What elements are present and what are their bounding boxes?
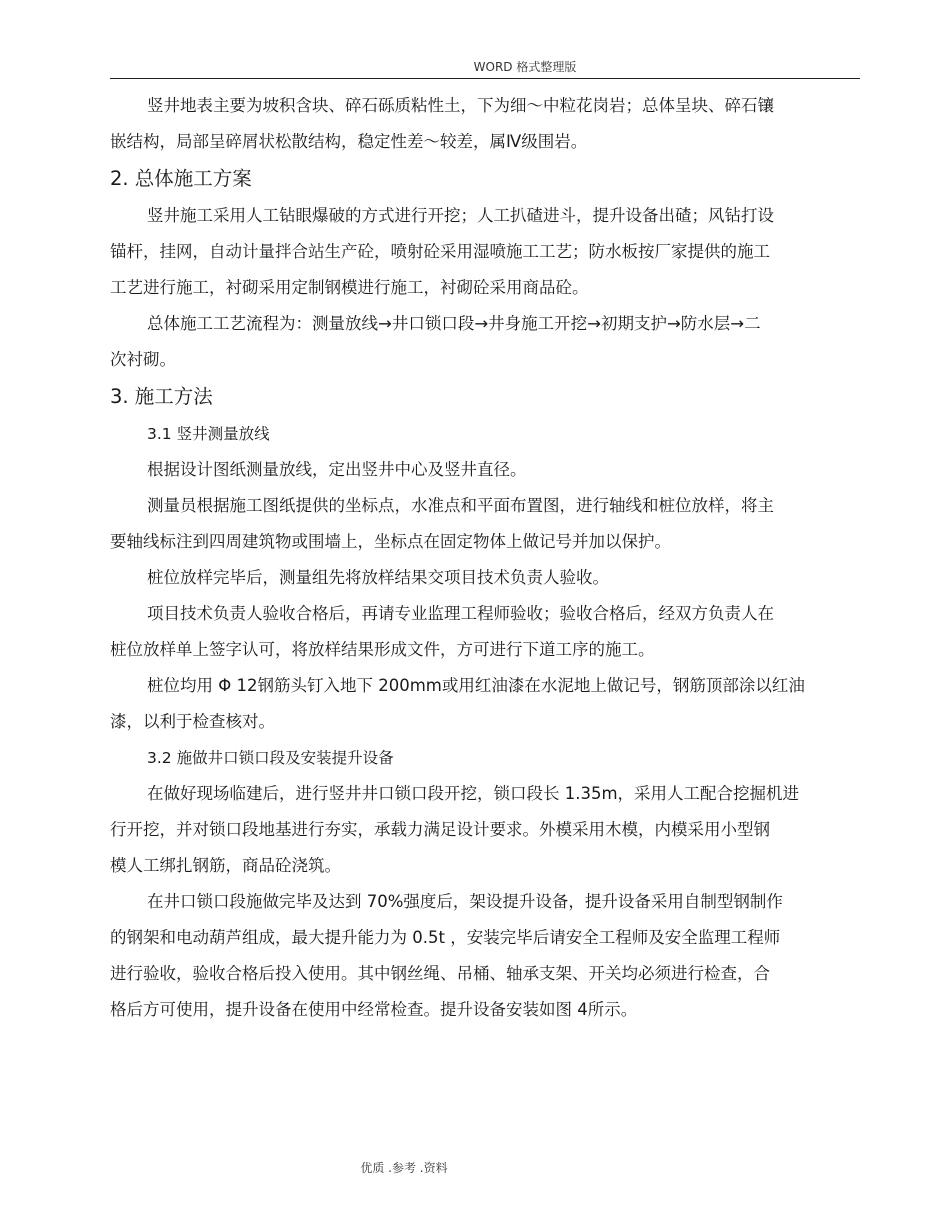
paragraph-line: 测量员根据施工图纸提供的坐标点，水准点和平面布置图，进行轴线和桩位放样，将主 — [147, 496, 774, 515]
paragraph-line: 要轴线标注到四周建筑物或围墙上，坐标点在固定物体上做记号并加以保护。 — [110, 532, 671, 551]
paragraph-line: 桩位放样单上签字认可，将放样结果形成文件，方可进行下道工序的施工。 — [110, 640, 655, 659]
paragraph-line: 项目技术负责人验收合格后，再请专业监理工程师验收；验收合格后，经双方负责人在 — [147, 604, 774, 623]
subsection-heading-3-1: 3.1 竖井测量放线 — [147, 425, 270, 443]
paragraph-line: 竖井施工采用人工钻眼爆破的方式进行开挖；人工扒碴进斗，提升设备出碴；风钻打设 — [147, 206, 774, 225]
paragraph-line: 在做好现场临建后，进行竖井井口锁口段开挖，锁口段长 1.35m，采用人工配合挖掘机进 — [147, 784, 800, 803]
paragraph-line: 桩位均用 Φ 12钢筋头钉入地下 200mm或用红油漆在水泥地上做记号，钢筋顶部涂以红油 — [147, 676, 805, 695]
header-text: WORD 格式整理版 — [473, 60, 577, 74]
subsection-heading-3-2: 3.2 施做井口锁口段及安装提升设备 — [147, 749, 394, 767]
page-footer: 优质 .参考 .资料 — [360, 1161, 448, 1175]
paragraph-line: 模人工绑扎钢筋，商品砼浇筑。 — [110, 856, 341, 875]
paragraph-line: 工艺进行施工，衬砌采用定制钢模进行施工，衬砌砼采用商品砼。 — [110, 278, 589, 297]
paragraph-line: 总体施工工艺流程为：测量放线→井口锁口段→井身施工开挖→初期支护→防水层→二 — [147, 314, 761, 333]
paragraph-line: 根据设计图纸测量放线，定出竖井中心及竖井直径。 — [147, 460, 527, 479]
document-body — [110, 88, 870, 1028]
paragraph-line: 锚杆，挂网，自动计量拌合站生产砼，喷射砼采用湿喷施工工艺；防水板按厂家提供的施工 — [110, 242, 770, 261]
page-header — [110, 58, 860, 79]
paragraph-line: 行开挖，并对锁口段地基进行夯实，承载力满足设计要求。外模采用木模，内模采用小型钢 — [110, 820, 770, 839]
paragraph-line: 竖井地表主要为坡积含块、碎石砾质粘性土，下为细～中粒花岗岩；总体呈块、碎石镶 — [147, 96, 774, 115]
paragraph-line: 桩位放样完毕后，测量组先将放样结果交项目技术负责人验收。 — [147, 568, 609, 587]
paragraph-line: 在井口锁口段施做完毕及达到 70%强度后，架设提升设备，提升设备采用自制型钢制作 — [147, 892, 783, 911]
paragraph-line: 的钢架和电动葫芦组成，最大提升能力为 0.5t ，安装完毕后请安全工程师及安全监理工程师 — [110, 928, 781, 947]
paragraph-line: 次衬砌。 — [110, 350, 176, 369]
paragraph-line: 格后方可使用，提升设备在使用中经常检查。提升设备安装如图 4所示。 — [110, 1000, 638, 1019]
paragraph-line: 进行验收，验收合格后投入使用。其中钢丝绳、吊桶、轴承支架、开关均必须进行检查，合 — [110, 964, 770, 983]
section-heading-2: 2. 总体施工方案 — [110, 167, 252, 190]
paragraph-line: 嵌结构，局部呈碎屑状松散结构，稳定性差～较差，属Ⅳ级围岩。 — [110, 132, 588, 151]
paragraph-line: 漆，以利于检查核对。 — [110, 712, 275, 731]
section-heading-3: 3. 施工方法 — [110, 385, 213, 408]
